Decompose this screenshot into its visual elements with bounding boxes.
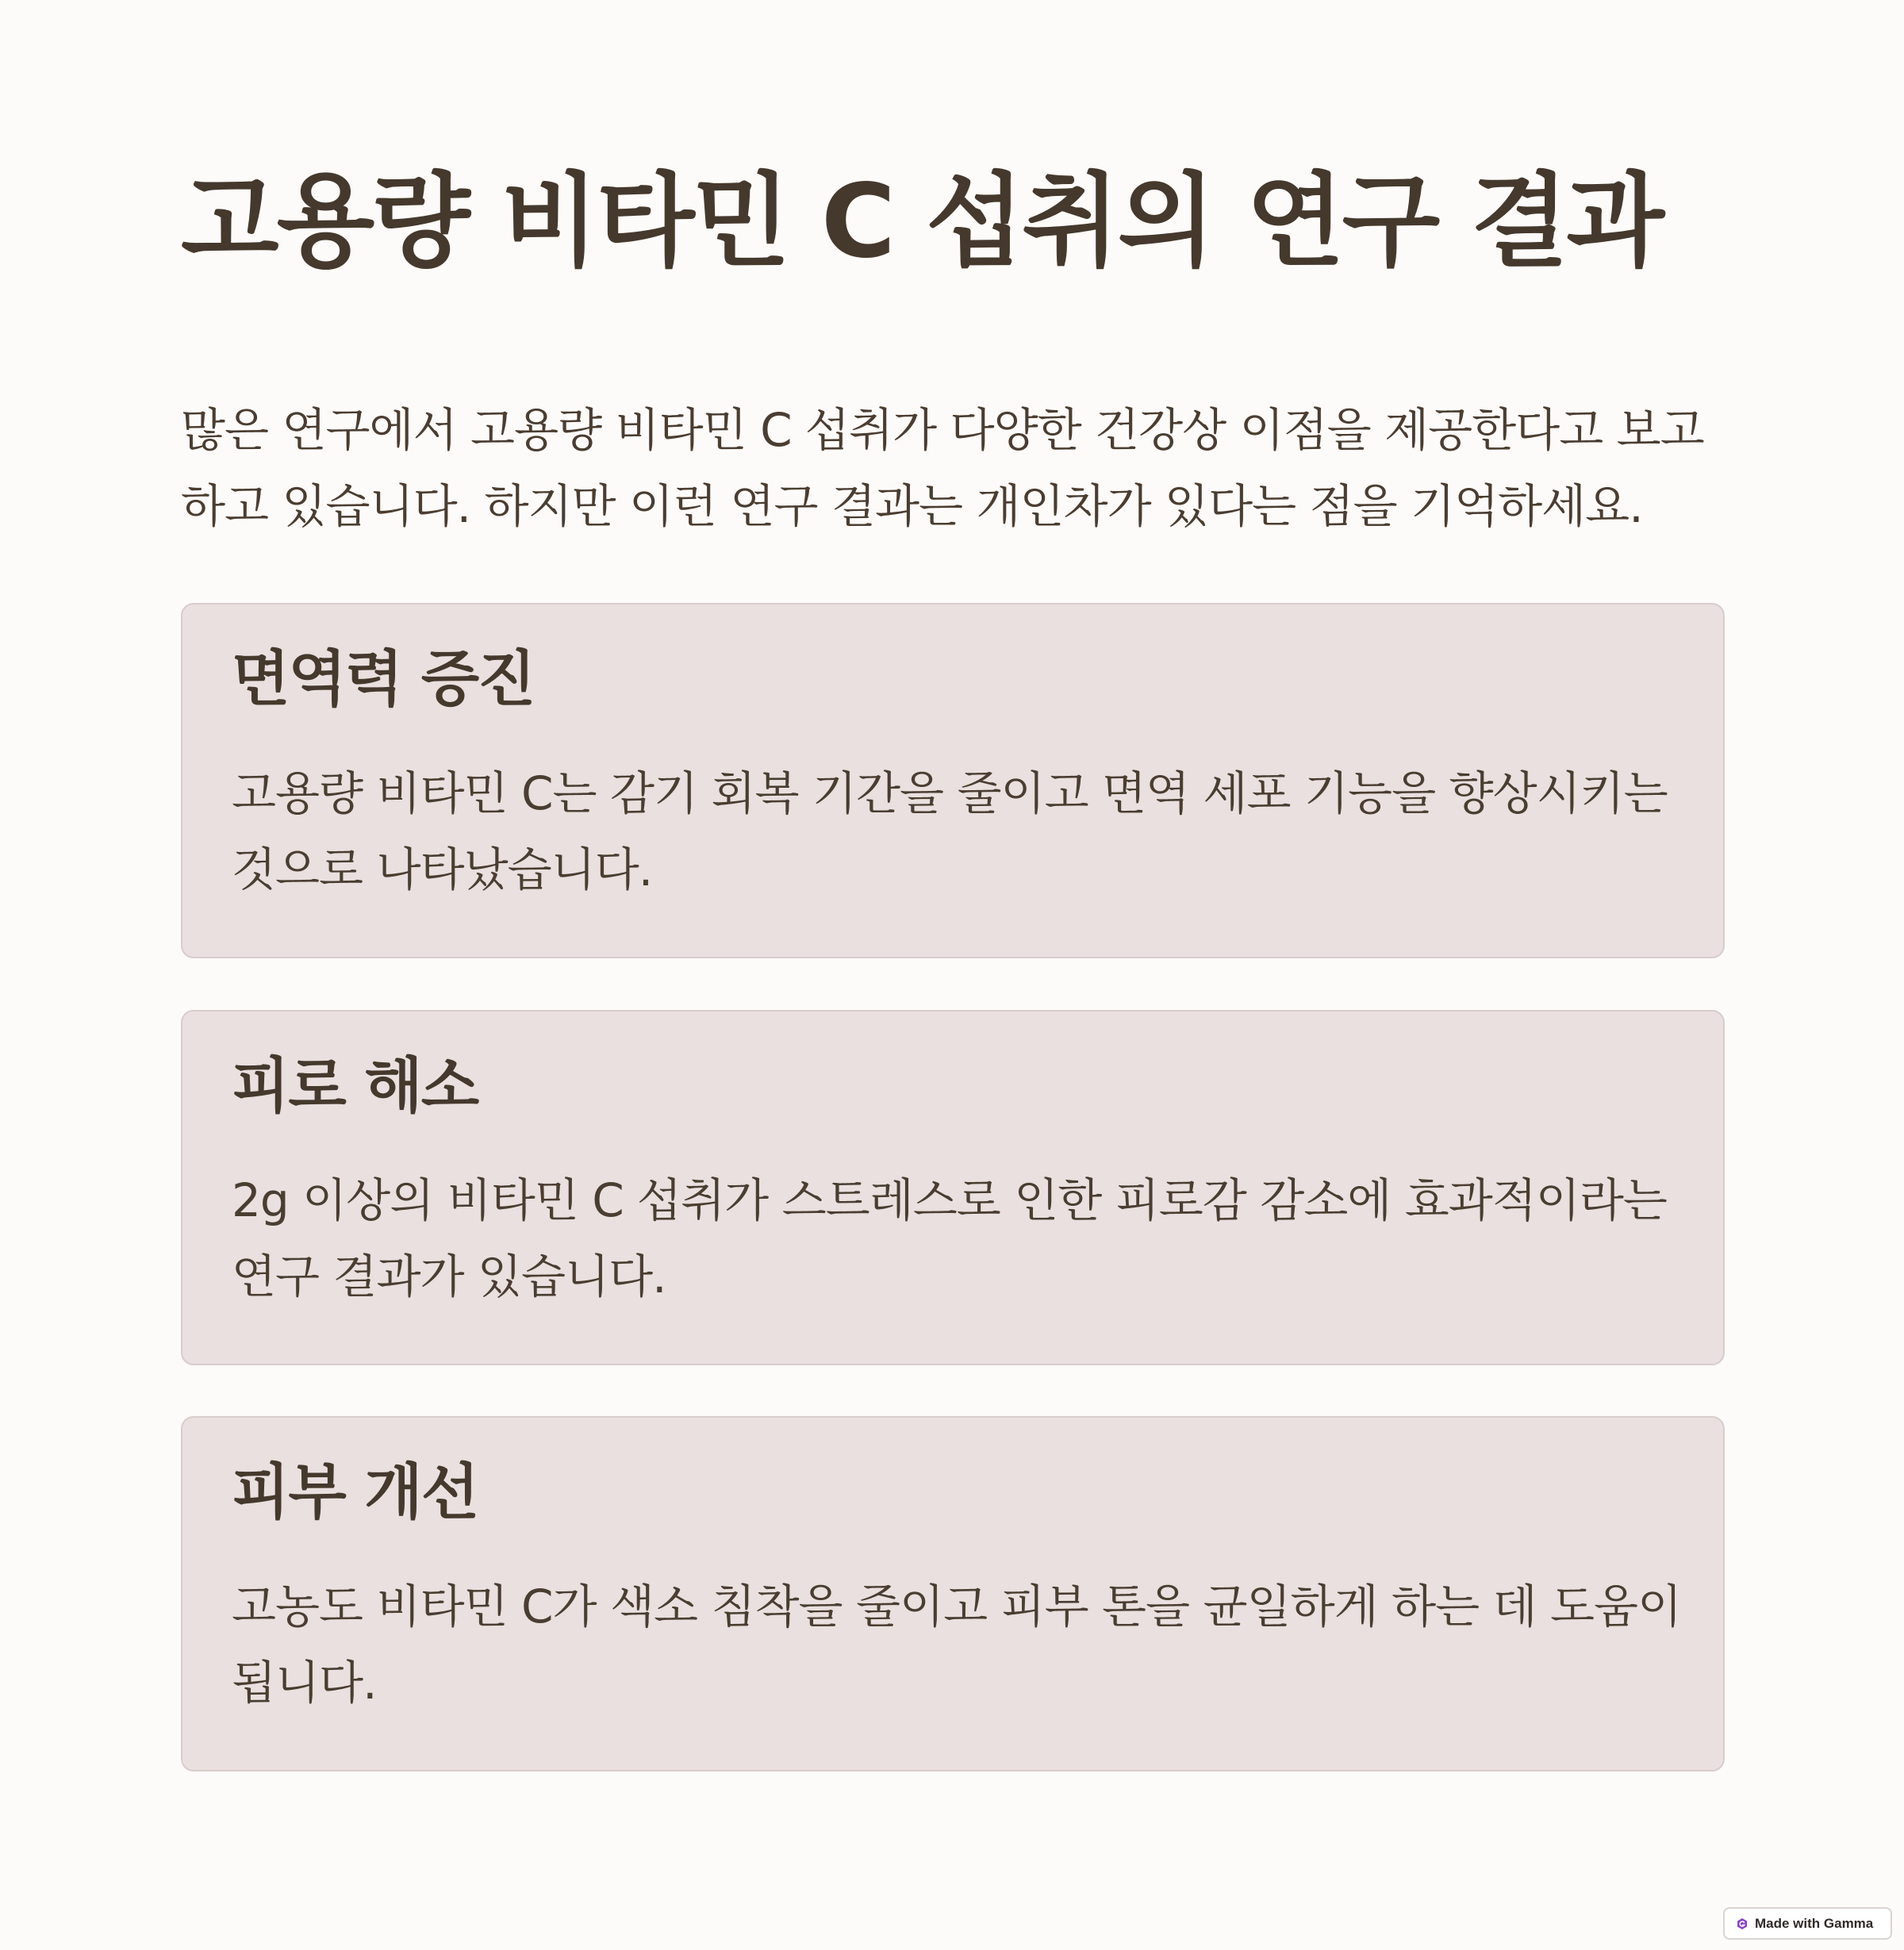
card-body: 2g 이상의 비타민 C 섭취가 스트레스로 인한 피로감 감소에 효과적이라는 연구 결과가 있습니다. — [232, 1173, 1667, 1303]
card-skin — [181, 1416, 1725, 1772]
gamma-logo-icon — [1736, 1917, 1749, 1930]
card-title: 피부 개선 — [232, 1457, 478, 1527]
card-title: 면역력 증진 — [232, 643, 535, 714]
card-immunity — [181, 603, 1725, 958]
card-title: 피로 해소 — [232, 1050, 478, 1121]
page-title: 고용량 비타민 C 섭취의 연구 결과 — [181, 163, 1663, 281]
card-fatigue — [181, 1010, 1725, 1365]
badge-label: Made with Gamma — [1755, 1915, 1874, 1931]
made-with-gamma-badge[interactable] — [1723, 1907, 1892, 1940]
card-body: 고농도 비타민 C가 색소 침착을 줄이고 피부 톤을 균일하게 하는 데 도움이 됩니다. — [232, 1580, 1682, 1710]
intro-paragraph: 많은 연구에서 고용량 비타민 C 섭취가 다양한 건강상 이점을 제공한다고 보고하고 있습니다. 하지만 이런 연구 결과는 개인차가 있다는 점을 기억하세요. — [181, 403, 1704, 533]
card-body: 고용량 비타민 C는 감기 회복 기간을 줄이고 면역 세포 기능을 향상시키는 것으로 나타났습니다. — [232, 766, 1668, 896]
